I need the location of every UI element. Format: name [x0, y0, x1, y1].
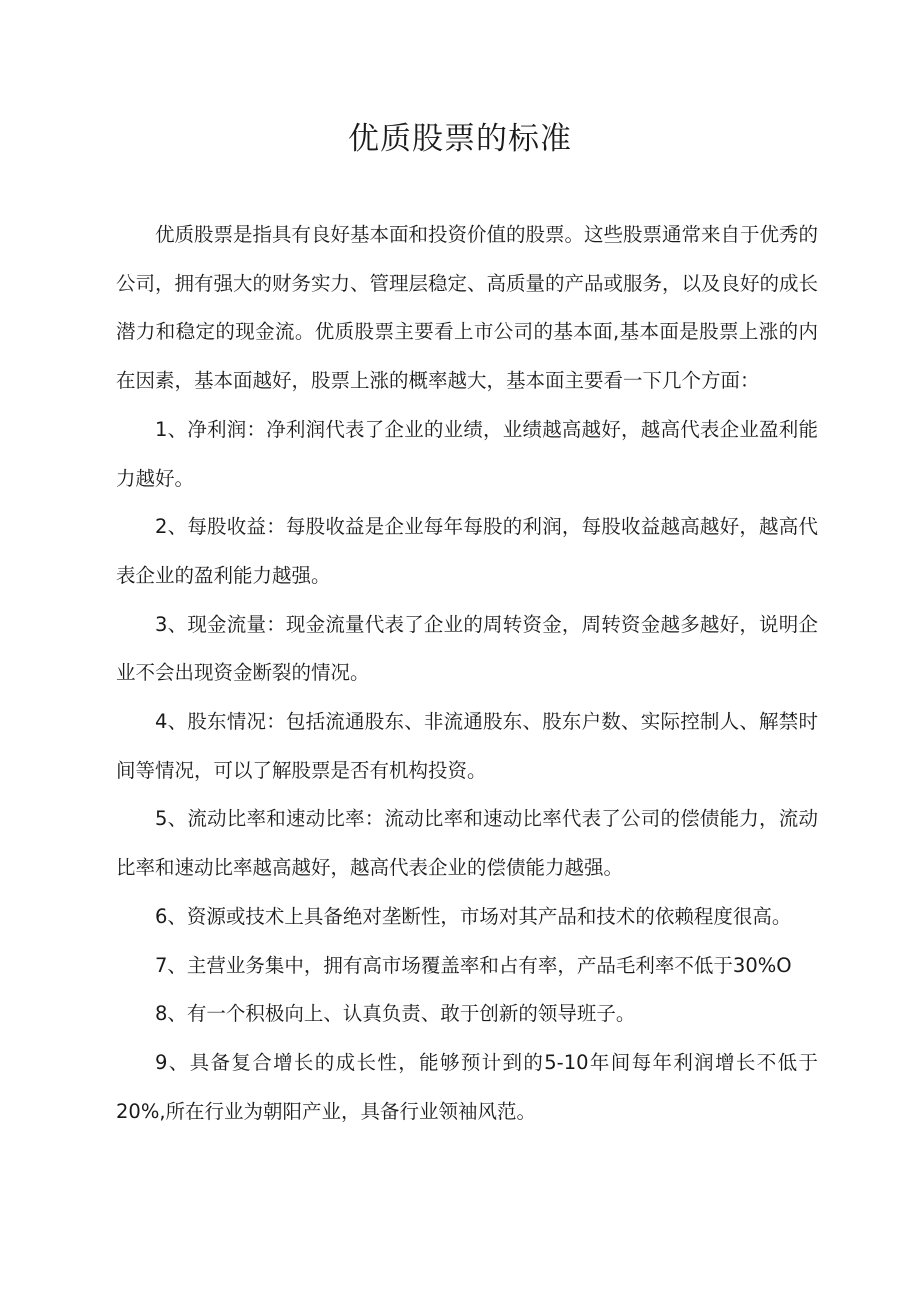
criterion-leadership: 8、有一个积极向上、认真负责、敢于创新的领导班子。 [155, 1002, 636, 1026]
criterion-core-business: 7、主营业务集中，拥有高市场覆盖率和占有率，产品毛利率不低于30%O [155, 953, 792, 977]
criterion-cash-flow: 3、现金流量：现金流量代表了企业的周转资金，周转资金越多越好，说明企业不会出现资金断裂的情况。 [116, 612, 818, 685]
criterion-liquidity-ratios: 5、流动比率和速动比率：流动比率和速动比率代表了公司的偿债能力，流动比率和速动比率越高越好，越高代表企业的偿债能力越强。 [116, 807, 818, 880]
criterion-shareholders: 4、股东情况：包括流通股东、非流通股东、股东户数、实际控制人、解禁时间等情况，可以了解股票是否有机构投资。 [116, 710, 818, 782]
document-body [116, 211, 818, 1136]
document-title: 优质股票的标准 [348, 121, 572, 157]
criterion-monopoly: 6、资源或技术上具备绝对垄断性，市场对其产品和技术的依赖程度很高。 [155, 904, 792, 928]
criterion-growth: 9、具备复合增长的成长性，能够预计到的5-10年间每年利润增长不低于20%,所在行业为朝阳产业，具备行业领袖风范。 [116, 1050, 818, 1123]
intro-paragraph: 优质股票是指具有良好基本面和投资价值的股票。这些股票通常来自于优秀的公司，拥有强大的财务实力、管理层稳定、高质量的产品或服务，以及良好的成长潜力和稳定的现金流。优质股票主要看上市公司的基本面,基本面是股票上涨的内在因素，基本面越好，股票上涨的概率越大，基本面主要看一下几个方面： [116, 223, 819, 393]
criterion-eps: 2、每股收益：每股收益是企业每年每股的利润，每股收益越高越好，越高代表企业的盈利能力越强。 [116, 515, 818, 587]
criterion-net-profit: 1、净利润：净利润代表了企业的业绩，业绩越高越好，越高代表企业盈利能力越好。 [116, 417, 818, 490]
